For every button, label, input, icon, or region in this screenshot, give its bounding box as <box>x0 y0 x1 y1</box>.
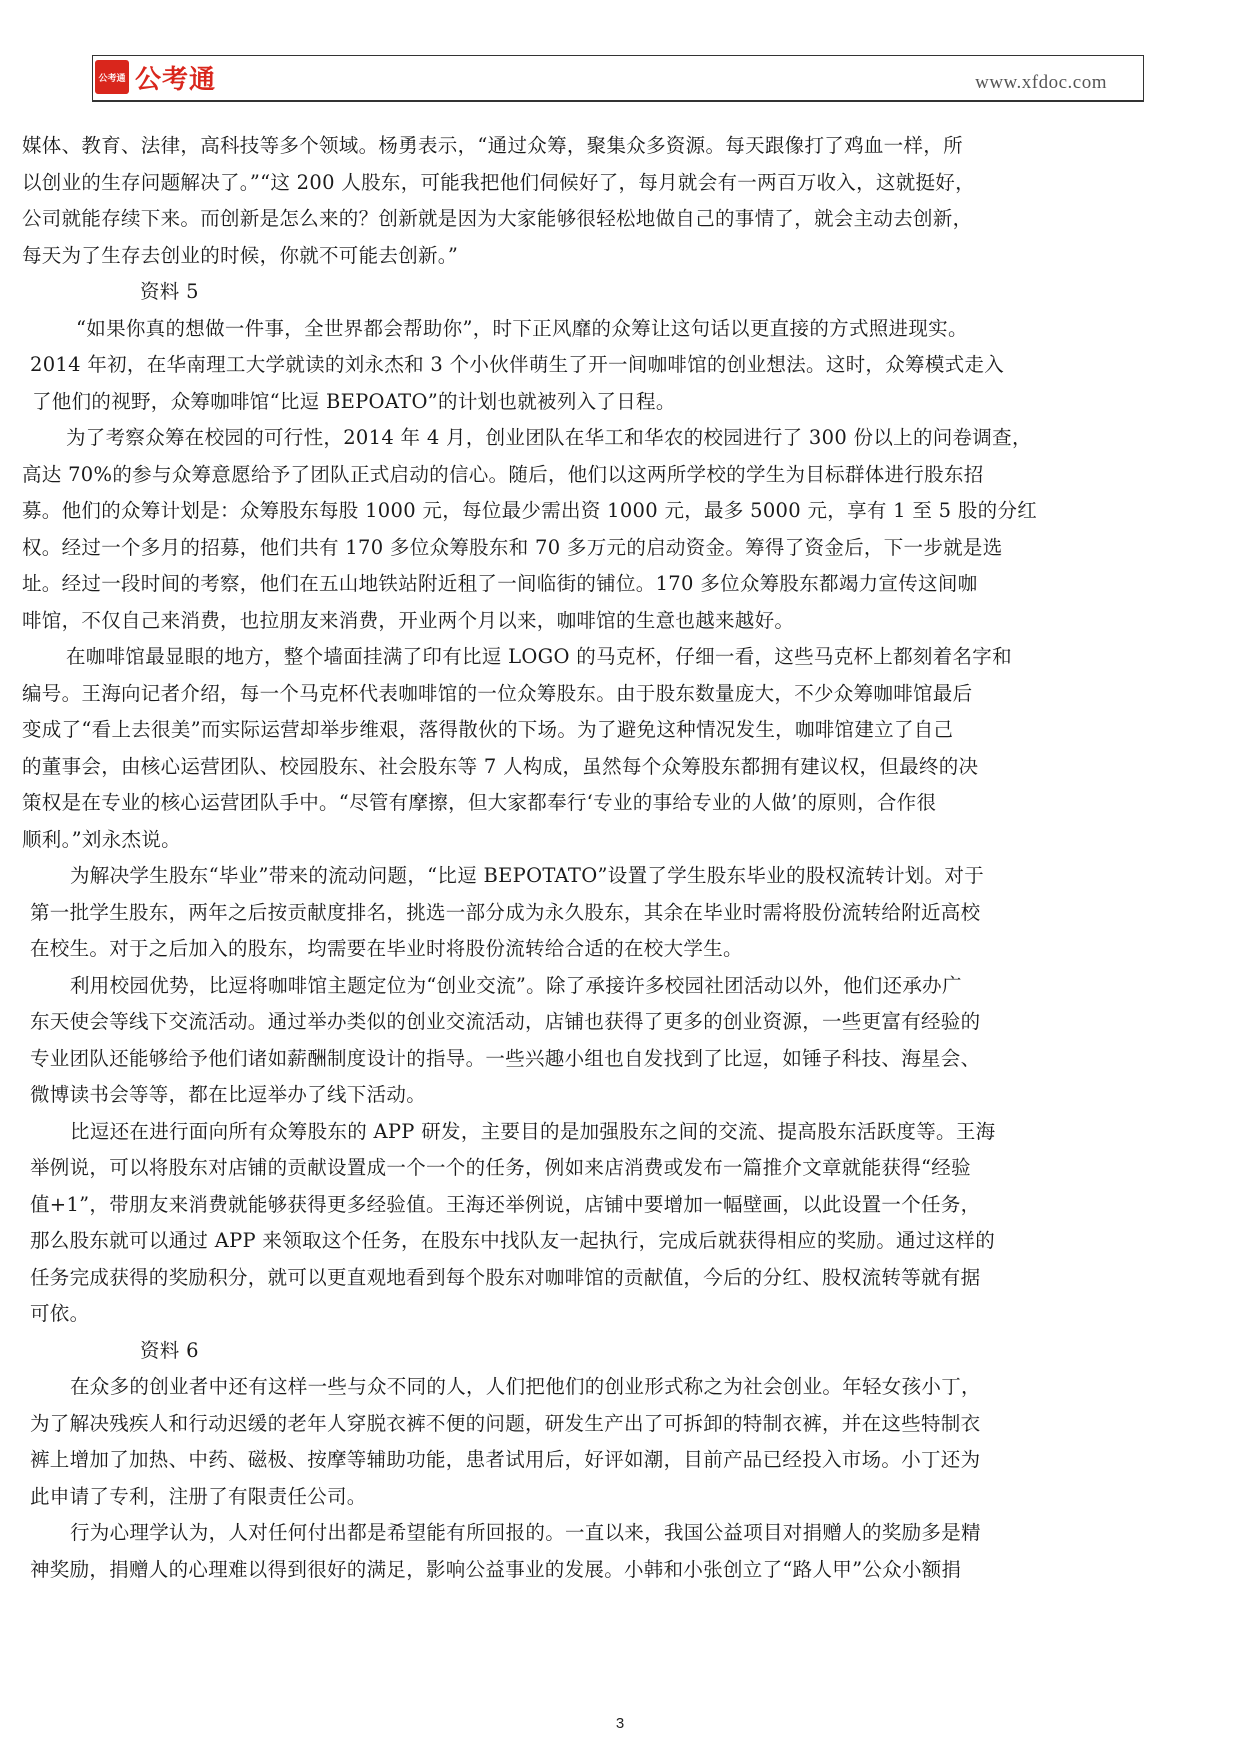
text-line: 权。经过一个多月的招募，他们共有 170 多位众筹股东和 70 多万元的启动资金。筹得了资金后，下一步就是选 <box>22 535 1003 559</box>
text-line: 为了解决残疾人和行动迟缓的老年人穿脱衣裤不便的问题，研发生产出了可拆卸的特制衣裤，并在这些特制衣 <box>30 1411 981 1435</box>
text-line: 值+1”，带朋友来消费就能够获得更多经验值。王海还举例说，店铺中要增加一幅壁画，以此设置一个任务， <box>30 1192 981 1216</box>
text-line: 高达 70%的参与众筹意愿给予了团队正式启动的信心。随后，他们以这两所学校的学生为目标群体进行股东招 <box>22 462 984 486</box>
text-line: 募。他们的众筹计划是：众筹股东每股 1000 元，每位最少需出资 1000 元，最多 5000 元，享有 1 至 5 股的分红 <box>22 499 1038 522</box>
text-line: 专业团队还能够给予他们诸如薪酬制度设计的指导。一些兴趣小组也自发找到了比逗，如锤子科技、海星会、 <box>30 1046 981 1070</box>
text-line: 啡馆，不仅自己来消费，也拉朋友来消费，开业两个月以来，咖啡馆的生意也越来越好。 <box>22 608 795 632</box>
page-number: 3 <box>615 1715 625 1732</box>
text-line: 每天为了生存去创业的时候，你就不可能去创新。” <box>22 243 459 267</box>
document-body <box>22 128 1112 1588</box>
text-line: 为解决学生股东“毕业”带来的流动问题，“比逗 BEPOTATO”设置了学生股东毕业的股权流转计划。对于 <box>70 864 984 887</box>
text-line: “如果你真的想做一件事，全世界都会帮助你”，时下正风靡的众筹让这句话以更直接的方式照进现实。 <box>76 316 968 340</box>
text-line: 第一批学生股东，两年之后按贡献度排名，挑选一部分成为永久股东，其余在毕业时需将股份流转给附近高校 <box>30 900 981 924</box>
text-line: 微博读书会等等，都在比逗举办了线下活动。 <box>30 1083 427 1106</box>
text-line: 神奖励，捐赠人的心理难以得到很好的满足，影响公益事业的发展。小韩和小张创立了“路人甲”公众小额捐 <box>30 1557 962 1581</box>
text-line: 利用校园优势，比逗将咖啡馆主题定位为“创业交流”。除了承接许多校园社团活动以外，他们还承办广 <box>70 973 962 997</box>
logo-icon: 公考通 <box>95 60 129 94</box>
text-line: 编号。王海向记者介绍，每一个马克杯代表咖啡馆的一位众筹股东。由于股东数量庞大，不少众筹咖啡馆最后 <box>22 681 973 705</box>
text-line: 顺利。”刘永杰说。 <box>22 827 181 851</box>
text-line: 裤上增加了加热、中药、磁极、按摩等辅助功能，患者试用后，好评如潮，目前产品已经投入市场。小丁还为 <box>30 1448 981 1471</box>
text-line: 2014 年初，在华南理工大学就读的刘永杰和 3 个小伙伴萌生了开一间咖啡馆的创业想法。这时，众筹模式走入 <box>30 353 1005 376</box>
text-line: 以创业的生存问题解决了。”“这 200 人股东，可能我把他们伺候好了，每月就会有一两百万收入，这就挺好， <box>22 170 975 194</box>
text-line: 变成了“看上去很美”而实际运营却举步维艰，落得散伙的下场。为了避免这种情况发生，咖啡馆建立了自己 <box>22 718 954 741</box>
text-line: 媒体、教育、法律，高科技等多个领域。杨勇表示，“通过众筹，聚集众多资源。每天跟像打了鸡血一样，所 <box>22 134 963 157</box>
section-heading: 资料 5 <box>140 280 199 303</box>
text-line: 在众多的创业者中还有这样一些与众不同的人，人们把他们的创业形式称之为社会创业。年轻女孩小丁， <box>70 1375 981 1398</box>
text-line: 公司就能存续下来。而创新是怎么来的？创新就是因为大家能够很轻松地做自己的事情了，就会主动去创新， <box>22 207 973 230</box>
text-line: 了他们的视野，众筹咖啡馆“比逗 BEPOATO”的计划也就被列入了日程。 <box>32 389 676 413</box>
page-header <box>92 55 1144 102</box>
text-line: 任务完成获得的奖励积分，就可以更直观地看到每个股东对咖啡馆的贡献值，今后的分红、股权流转等就有据 <box>30 1265 981 1289</box>
text-line: 那么股东就可以通过 APP 来领取这个任务，在股东中找队友一起执行，完成后就获得相应的奖励。通过这样的 <box>30 1229 996 1252</box>
logo-text: 公考通 <box>135 65 217 95</box>
text-line: 此申请了专利，注册了有限责任公司。 <box>30 1484 367 1508</box>
text-line: 策权是在专业的核心运营团队手中。“尽管有摩擦，但大家都奉行‘专业的事给专业的人做’的原则，合作很 <box>22 791 937 814</box>
site-url: www.xfdoc.com <box>975 72 1107 93</box>
text-line: 址。经过一段时间的考察，他们在五山地铁站附近租了一间临街的铺位。170 多位众筹股东都竭力宣传这间咖 <box>22 572 978 595</box>
text-line: 可依。 <box>30 1302 90 1325</box>
text-line: 在校生。对于之后加入的股东，均需要在毕业时将股份流转给合适的在校大学生。 <box>30 937 743 960</box>
text-line: 比逗还在进行面向所有众筹股东的 APP 研发，主要目的是加强股东之间的交流、提高股东活跃度等。王海 <box>70 1119 996 1143</box>
section-heading: 资料 6 <box>140 1338 199 1362</box>
text-line: 的董事会，由核心运营团队、校园股东、社会股东等 7 人构成，虽然每个众筹股东都拥有建议权，但最终的决 <box>22 754 979 778</box>
text-line: 在咖啡馆最显眼的地方，整个墙面挂满了印有比逗 LOGO 的马克杯，仔细一看，这些马克杯上都刻着名字和 <box>66 645 1012 668</box>
text-line: 行为心理学认为，人对任何付出都是希望能有所回报的。一直以来，我国公益项目对捐赠人的奖励多是精 <box>70 1521 981 1544</box>
text-line: 举例说，可以将股东对店铺的贡献设置成一个一个的任务，例如来店消费或发布一篇推介文章就能获得“经验 <box>30 1156 971 1179</box>
text-line: 为了考察众筹在校园的可行性，2014 年 4 月，创业团队在华工和华农的校园进行了 300 份以上的问卷调查， <box>66 426 1032 449</box>
text-line: 东天使会等线下交流活动。通过举办类似的创业交流活动，店铺也获得了更多的创业资源，一些更富有经验的 <box>30 1010 981 1033</box>
